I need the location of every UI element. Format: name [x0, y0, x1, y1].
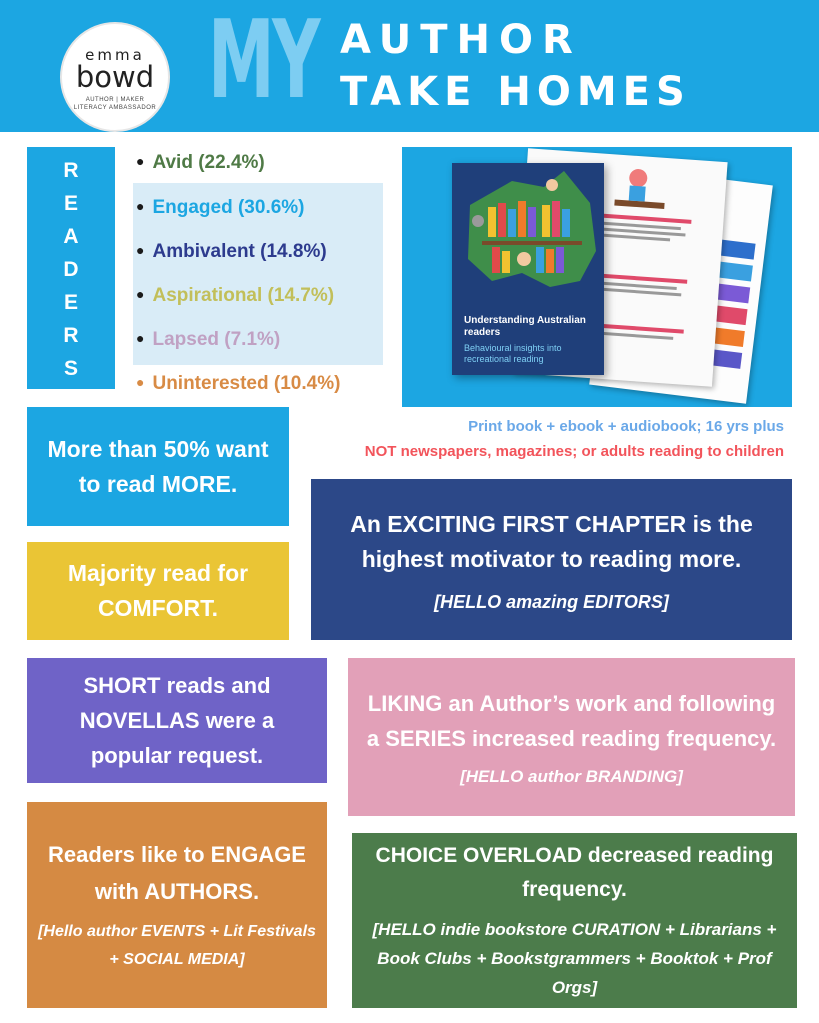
- bullet-icon: ●: [136, 286, 145, 302]
- take-home-note: [HELLO indie bookstore CURATION + Librarians + Book Clubs + Bookstgrammers + Booktok + Prof Orgs]: [372, 920, 777, 997]
- logo-tagline-2: LITERACY AMBASSADOR: [73, 105, 157, 111]
- segment-label: Lapsed (7.1%): [152, 329, 281, 350]
- segment-label: Engaged (30.6%): [152, 197, 305, 218]
- take-home-more-reading: [27, 407, 289, 526]
- report-image-panel: [402, 147, 792, 407]
- logo-last-name: bowd: [75, 60, 155, 94]
- report-subtitle: Behavioural insights into recreational reading: [464, 343, 562, 364]
- take-home-comfort: [27, 542, 289, 640]
- segment-avid: [136, 150, 265, 174]
- segment-label: Aspirational (14.7%): [152, 285, 335, 306]
- segment-ambivalent: [136, 239, 327, 263]
- segment-lapsed: [136, 327, 280, 351]
- report-cover-image: [452, 163, 604, 375]
- title-my: MY: [208, 0, 319, 123]
- title-take-homes: TAKE HOMES: [340, 69, 691, 115]
- bullet-icon: ●: [136, 374, 145, 390]
- take-home-first-chapter: [311, 479, 792, 640]
- scope-note: Print book + ebook + audiobook; 16 yrs plus: [468, 418, 784, 435]
- bullet-icon: ●: [136, 242, 145, 258]
- segment-label: Uninterested (10.4%): [152, 373, 341, 394]
- segment-aspirational: [136, 283, 334, 307]
- readers-letter: R: [63, 324, 79, 347]
- exclusion-note: NOT newspapers, magazines; or adults reading to children: [364, 443, 784, 460]
- bullet-icon: ●: [136, 153, 145, 169]
- readers-letter: S: [63, 357, 78, 380]
- report-cover-art: [452, 163, 604, 313]
- take-home-note: [HELLO amazing EDITORS]: [434, 591, 669, 612]
- take-home-text: Readers like to ENGAGE with AUTHORS.: [48, 842, 306, 904]
- readers-letter: R: [63, 159, 79, 182]
- segment-uninterested: [136, 371, 340, 395]
- take-home-text: More than 50% want to read MORE.: [47, 435, 269, 497]
- take-home-note: [HELLO author BRANDING]: [460, 767, 683, 786]
- take-home-note: [Hello author EVENTS + Lit Festivals + SOCIAL MEDIA]: [38, 923, 316, 968]
- bullet-icon: ●: [136, 330, 145, 346]
- take-home-text: SHORT reads and NOVELLAS were a popular request.: [79, 673, 275, 768]
- logo-tagline-1: AUTHOR | MAKER: [85, 97, 145, 103]
- take-home-short-reads: [27, 658, 327, 783]
- take-home-text: Majority read for COMFORT.: [67, 560, 249, 621]
- readers-letter: E: [63, 291, 78, 314]
- readers-letter: D: [63, 258, 79, 281]
- report-title: Understanding Australian readers: [464, 315, 586, 338]
- header-banner: [0, 0, 819, 132]
- segment-engaged: [136, 195, 305, 219]
- bullet-icon: ●: [136, 198, 145, 214]
- logo-first-name: emma: [85, 46, 145, 64]
- take-home-choice-overload: [352, 833, 797, 1008]
- segment-label: Ambivalent (14.8%): [152, 241, 327, 262]
- take-home-text: An EXCITING FIRST CHAPTER is the highest motivator to reading more.: [350, 510, 753, 572]
- take-home-engage-authors: [27, 802, 327, 1008]
- take-home-author-series: [348, 658, 795, 816]
- title-author: AUTHOR: [340, 17, 582, 63]
- take-home-text: CHOICE OVERLOAD decreased reading frequency.: [375, 844, 774, 901]
- emma-bowd-logo: [60, 22, 170, 132]
- readers-vertical-label: [27, 147, 115, 389]
- segment-label: Avid (22.4%): [152, 152, 265, 173]
- take-home-text: LIKING an Author’s work and following a SERIES increased reading frequency.: [366, 691, 777, 751]
- readers-letter: A: [63, 225, 79, 248]
- readers-letter: E: [63, 192, 78, 215]
